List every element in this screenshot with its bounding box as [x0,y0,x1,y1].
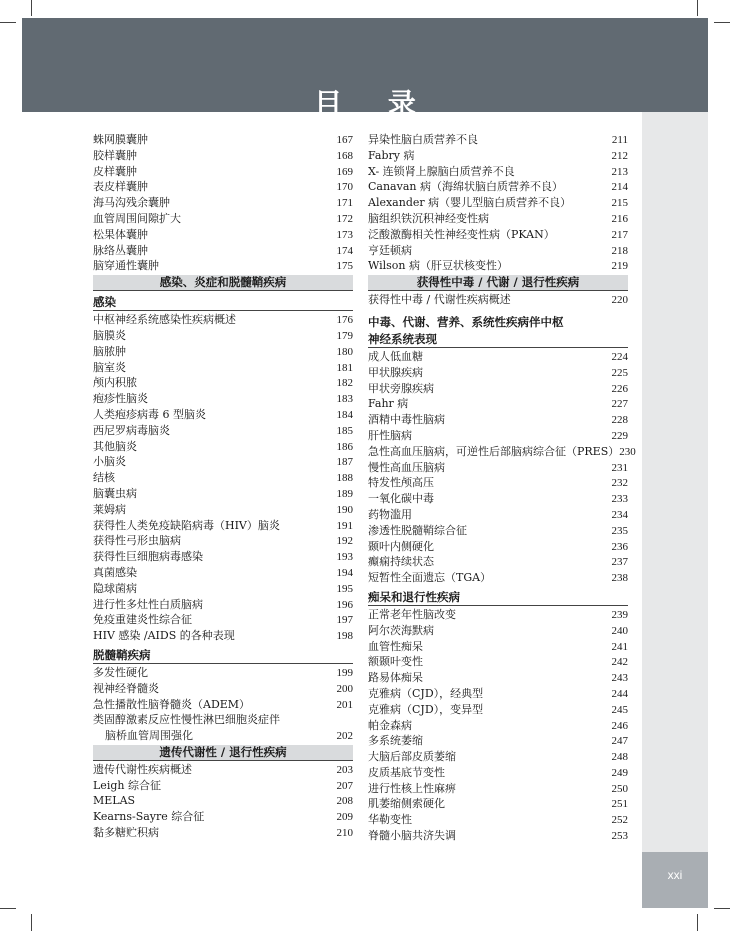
toc-entry-title: 脉络丛囊肿 [93,243,148,257]
toc-entry [368,292,628,308]
toc-entry-page: 199 [336,666,353,679]
toc-entry-page: 237 [611,556,628,569]
toc-entry [93,502,353,518]
toc-entry [93,164,353,180]
toc-entry-title: 获得性中毒 / 代谢性疾病概述 [368,293,511,307]
toc-entry-page: 214 [611,181,628,194]
toc-entry-page: 252 [611,814,628,827]
toc-entry-title: 肝性脑病 [368,428,412,442]
toc-entry [93,179,353,195]
toc-entry-title: X- 连锁肾上腺脑白质营养不良 [368,164,515,178]
toc-entry-page: 236 [611,540,628,553]
toc-entry [368,523,628,539]
toc-entry-page: 253 [611,830,628,843]
toc-entry [93,581,353,597]
toc-entry [368,243,628,259]
toc-entry-title: 西尼罗病毒脑炎 [93,423,170,437]
toc-entry-page: 211 [611,134,628,146]
toc-entry-page: 190 [336,503,353,516]
toc-entry-page: 170 [336,181,353,194]
toc-entry-title: 莱姆病 [93,502,126,516]
toc-entry [368,607,628,623]
toc-entry [368,507,628,523]
toc-entry-page: 241 [611,640,628,653]
toc-entry-page: 244 [611,687,628,700]
toc-entry [93,793,353,809]
toc-entry-title: 皮质基底节变性 [368,765,445,779]
toc-entry-page: 225 [611,366,628,379]
toc-entry [368,460,628,476]
toc-entry-title: 颞叶内侧硬化 [368,539,434,553]
toc-entry-title: 进行性多灶性白质脑病 [93,597,203,611]
toc-entry-page: 182 [336,377,353,390]
toc-entry [93,825,353,841]
toc-entry-page: 172 [336,212,353,225]
toc-entry-title: 进行性核上性麻痹 [368,781,456,795]
toc-entry-title: 获得性弓形虫脑病 [93,534,181,548]
toc-entry [93,518,353,534]
toc-entry-page: 181 [336,361,353,374]
toc-entry [368,749,628,765]
toc-entry-title: 免疫重建炎性综合征 [93,613,192,627]
toc-entry-title: 其他脑炎 [93,439,137,453]
page-header [22,18,708,120]
toc-entry [368,412,628,428]
toc-entry-page: 220 [611,294,628,307]
toc-entry-title: 多发性硬化 [93,665,148,679]
toc-entry-page: 250 [611,782,628,795]
toc-entry-title: 额颞叶变性 [368,655,423,669]
crop-mark [714,908,730,909]
crop-mark [31,914,32,931]
toc-entry-page: 251 [611,798,628,811]
toc-entry-page: 215 [611,197,628,210]
toc-entry-title: 疱疹性脑炎 [93,392,148,406]
toc-entry [368,570,628,586]
toc-entry [368,365,628,381]
toc-entry-title: HIV 感染 /AIDS 的各种表现 [93,629,235,643]
toc-entry [93,211,353,227]
toc-entry-title: 视神经脊髓炎 [93,681,159,695]
toc-entry-title: 颅内积脓 [93,376,137,390]
toc-entry-page: 248 [611,751,628,764]
toc-entry-page: 196 [336,598,353,611]
section-heading: 痴呆和退行性疾病 [368,590,628,606]
toc-entry-title: 脑囊虫病 [93,486,137,500]
page-number: xxi [642,852,708,908]
toc-entry [93,681,353,697]
toc-entry-title: 药物滥用 [368,507,412,521]
toc-entry [93,778,353,794]
section-heading: 感染 [93,295,353,311]
toc-entry-page: 175 [336,260,353,273]
toc-entry [368,428,628,444]
toc-entry-title: 隐球菌病 [93,581,137,595]
toc-entry-page: 242 [611,656,628,669]
toc-entry [368,812,628,828]
toc-entry-page: 191 [336,519,353,532]
toc-entry [368,381,628,397]
crop-mark [697,914,698,931]
toc-entry-title: 渗透性脱髓鞘综合征 [368,523,467,537]
toc-entry-page: 224 [611,350,628,363]
side-strip [642,112,708,908]
toc-entry-title: 脑穿通性囊肿 [93,259,159,273]
toc-entry [93,195,353,211]
toc-entry-title: 甲状腺疾病 [368,365,423,379]
toc-entry-title: 阿尔茨海默病 [368,623,434,637]
section-band: 获得性中毒 / 代谢 / 退行性疾病 [368,275,628,291]
toc-entry [368,686,628,702]
toc-entry [93,375,353,391]
toc-left-column [93,132,353,841]
toc-entry [93,809,353,825]
section-heading: 中毒、代谢、营养、系统性疾病伴中枢 [368,314,564,329]
toc-entry-title: 获得性人类免疫缺陷病毒（HIV）脑炎 [93,518,280,532]
toc-entry-title: 酒精中毒性脑病 [368,413,445,427]
toc-entry-title: 脑桥血管周围强化 [105,729,193,743]
toc-entry [368,654,628,670]
toc-entry-page: 200 [336,682,353,695]
toc-entry-page: 189 [336,487,353,500]
toc-entry-title: MELAS [93,794,136,808]
toc-entry-page: 226 [611,382,628,395]
toc-entry-page: 218 [611,244,628,257]
toc-entry-page: 230 [619,445,636,458]
toc-entry-title: 脑膜炎 [93,328,126,342]
toc-entry-page: 186 [336,440,353,453]
toc-entry-page: 193 [336,551,353,564]
toc-entry-page: 203 [336,763,353,776]
toc-entry [93,728,353,744]
toc-entry-page: 249 [611,766,628,779]
toc-entry-title: 肌萎缩侧索硬化 [368,797,445,811]
toc-entry [368,444,636,460]
toc-entry-page: 171 [336,197,353,210]
toc-entry-title: 脊髓小脑共济失调 [368,829,456,843]
toc-entry-title: 松果体囊肿 [93,227,148,241]
toc-entry [93,312,353,328]
toc-entry-page: 184 [336,408,353,421]
toc-entry-page: 169 [336,165,353,178]
toc-entry-page: 231 [611,461,628,474]
toc-entry-title: 急性播散性脑脊髓炎（ADEM） [93,697,251,711]
toc-entry [368,211,628,227]
toc-entry-title: 血管性痴呆 [368,639,423,653]
toc-entry [368,396,628,412]
toc-entry-title: 小脑炎 [93,455,126,469]
toc-entry-page: 183 [336,393,353,406]
toc-entry-page: 239 [611,608,628,621]
toc-entry [368,670,628,686]
crop-mark [697,0,698,16]
toc-entry-title: Kearns-Sayre 综合征 [93,810,205,824]
toc-entry-page: 180 [336,345,353,358]
toc-entry-page: 247 [611,735,628,748]
toc-entry-title: Wilson 病（肝豆状核变性） [368,259,508,273]
toc-entry-page: 208 [336,795,353,808]
section-band: 感染、炎症和脱髓鞘疾病 [93,275,353,291]
toc-entry-page: 245 [611,703,628,716]
toc-entry-title: 异染性脑白质营养不良 [368,133,478,146]
toc-entry-title: 泛酸激酶相关性神经变性病（PKAN） [368,227,555,241]
toc-entry-title: 多系统萎缩 [368,734,423,748]
toc-entry [93,423,353,439]
toc-entry [93,486,353,502]
toc-entry-page: 185 [336,424,353,437]
toc-entry-title: 黏多糖贮积病 [93,826,159,840]
toc-entry [93,328,353,344]
toc-entry [93,132,353,148]
toc-entry [93,762,353,778]
toc-entry [93,470,353,486]
toc-entry-title: 正常老年性脑改变 [368,607,456,621]
toc-entry-page: 168 [336,149,353,162]
toc-entry-page: 229 [611,429,628,442]
toc-entry [93,712,353,728]
toc-entry-title: 海马沟残余囊肿 [93,196,170,210]
toc-entry-title: 中枢神经系统感染性疾病概述 [93,313,236,327]
toc-entry-title: 帕金森病 [368,718,412,732]
toc-entry [93,407,353,423]
toc-entry-page: 197 [336,614,353,627]
toc-entry-page: 243 [611,672,628,685]
toc-entry-title: 成人低血糖 [368,349,423,363]
toc-entry-title: 获得性巨细胞病毒感染 [93,550,203,564]
toc-entry [368,227,628,243]
toc-entry-title: 蛛网膜囊肿 [93,133,148,146]
toc-entry-page: 209 [336,811,353,824]
toc-entry [93,454,353,470]
toc-entry-title: 亨廷顿病 [368,243,412,257]
toc-entry-page: 240 [611,624,628,637]
toc-entry-title: 人类疱疹病毒 6 型脑炎 [93,407,206,421]
toc-entry [368,258,628,274]
toc-entry-title: 甲状旁腺疾病 [368,381,434,395]
toc-entry-title: 真菌感染 [93,565,137,579]
toc-entry-title: 胶样囊肿 [93,148,137,162]
toc-entry-title: 克雅病（CJD），经典型 [368,686,484,700]
toc-entry-page: 198 [336,630,353,643]
toc-entry [368,828,628,844]
toc-entry-page: 213 [611,165,628,178]
toc-entry [368,164,628,180]
toc-entry [368,349,628,365]
toc-entry [368,765,628,781]
toc-entry-title: Leigh 综合征 [93,778,161,792]
toc-entry-title: 血管周围间隙扩大 [93,211,181,225]
toc-entry [93,243,353,259]
toc-entry [368,491,628,507]
toc-entry-title: 结核 [93,471,115,485]
crop-mark [0,908,16,909]
toc-entry [93,665,353,681]
toc-entry-page: 167 [336,134,353,146]
toc-entry [368,195,628,211]
toc-entry-page: 219 [611,260,628,273]
toc-entry-title: 脑组织铁沉积神经变性病 [368,211,489,225]
toc-entry [93,628,353,644]
toc-entry [93,258,353,274]
section-band: 遗传代谢性 / 退行性疾病 [93,745,353,761]
toc-entry [93,227,353,243]
toc-entry [368,702,628,718]
section-heading: 脱髓鞘疾病 [93,648,353,664]
toc-entry-page: 227 [611,398,628,411]
toc-entry-page: 210 [336,827,353,840]
toc-entry-page: 238 [611,572,628,585]
page-title: 目 录 [314,87,434,120]
toc-entry-title: 慢性高血压脑病 [368,460,445,474]
toc-entry-page: 201 [336,698,353,711]
toc-entry [93,391,353,407]
toc-entry [93,360,353,376]
toc-entry-title: 脑脓肿 [93,344,126,358]
toc-entry [93,697,353,713]
toc-right-column [368,132,636,844]
toc-entry-title: 克雅病（CJD），变异型 [368,702,484,716]
toc-entry-title: Fahr 病 [368,397,409,411]
toc-entry-title: 特发性颅高压 [368,476,434,490]
toc-entry [93,148,353,164]
toc-entry-page: 173 [336,228,353,241]
toc-entry-title: Alexander 病（婴儿型脑白质营养不良） [368,196,572,210]
toc-entry-page: 217 [611,228,628,241]
toc-entry [368,623,628,639]
toc-entry-title: 遗传代谢性疾病概述 [93,762,192,776]
toc-entry [368,148,628,164]
toc-entry-page: 194 [336,566,353,579]
toc-entry-page: 192 [336,535,353,548]
toc-entry-page: 174 [336,244,353,257]
toc-entry-page: 216 [611,212,628,225]
toc-entry [368,132,628,148]
toc-entry [93,439,353,455]
toc-entry [368,718,628,734]
toc-entry-title: 皮样囊肿 [93,164,137,178]
toc-entry-title: 脑室炎 [93,360,126,374]
toc-entry [368,539,628,555]
toc-entry [368,179,628,195]
toc-entry [368,475,628,491]
toc-entry [93,533,353,549]
toc-entry-title: Fabry 病 [368,148,415,162]
crop-mark [31,0,32,16]
toc-entry-page: 176 [336,314,353,327]
toc-entry [368,733,628,749]
toc-entry-title: 类固醇激素反应性慢性淋巴细胞炎症伴 [93,713,280,727]
toc-entry [368,554,628,570]
toc-entry-title: 一氧化碳中毒 [368,492,434,506]
toc-entry [93,344,353,360]
toc-entry-page: 232 [611,477,628,490]
toc-entry-title: Canavan 病（海绵状脑白质营养不良） [368,180,563,194]
section-heading: 神经系统表现 [368,332,628,348]
toc-entry-page: 246 [611,719,628,732]
toc-entry-page: 235 [611,524,628,537]
toc-entry [93,597,353,613]
toc-entry-page: 195 [336,582,353,595]
toc-entry [368,781,628,797]
toc-entry-page: 207 [336,779,353,792]
toc-entry [93,612,353,628]
toc-entry-page: 212 [611,149,628,162]
toc-entry [368,796,628,812]
toc-entry-page: 202 [336,730,353,743]
toc-entry-title: 癫痫持续状态 [368,555,434,569]
toc-entry-page: 228 [611,414,628,427]
toc-entry [93,565,353,581]
toc-entry [93,549,353,565]
toc-entry-title: 急性高血压脑病，可逆性后部脑病综合征（PRES） [368,444,620,458]
toc-entry [368,639,628,655]
toc-entry-page: 179 [336,329,353,342]
toc-entry-title: 大脑后部皮质萎缩 [368,750,456,764]
toc-entry-page: 233 [611,493,628,506]
toc-entry-title: 表皮样囊肿 [93,180,148,194]
toc-entry-title: 华勒变性 [368,813,412,827]
toc-entry-page: 188 [336,472,353,485]
crop-mark [714,22,730,23]
crop-mark [0,22,16,23]
toc-entry-title: 短暂性全面遗忘（TGA） [368,571,492,585]
toc-entry-page: 234 [611,508,628,521]
toc-entry-page: 187 [336,456,353,469]
toc-entry-title: 路易体痴呆 [368,671,423,685]
